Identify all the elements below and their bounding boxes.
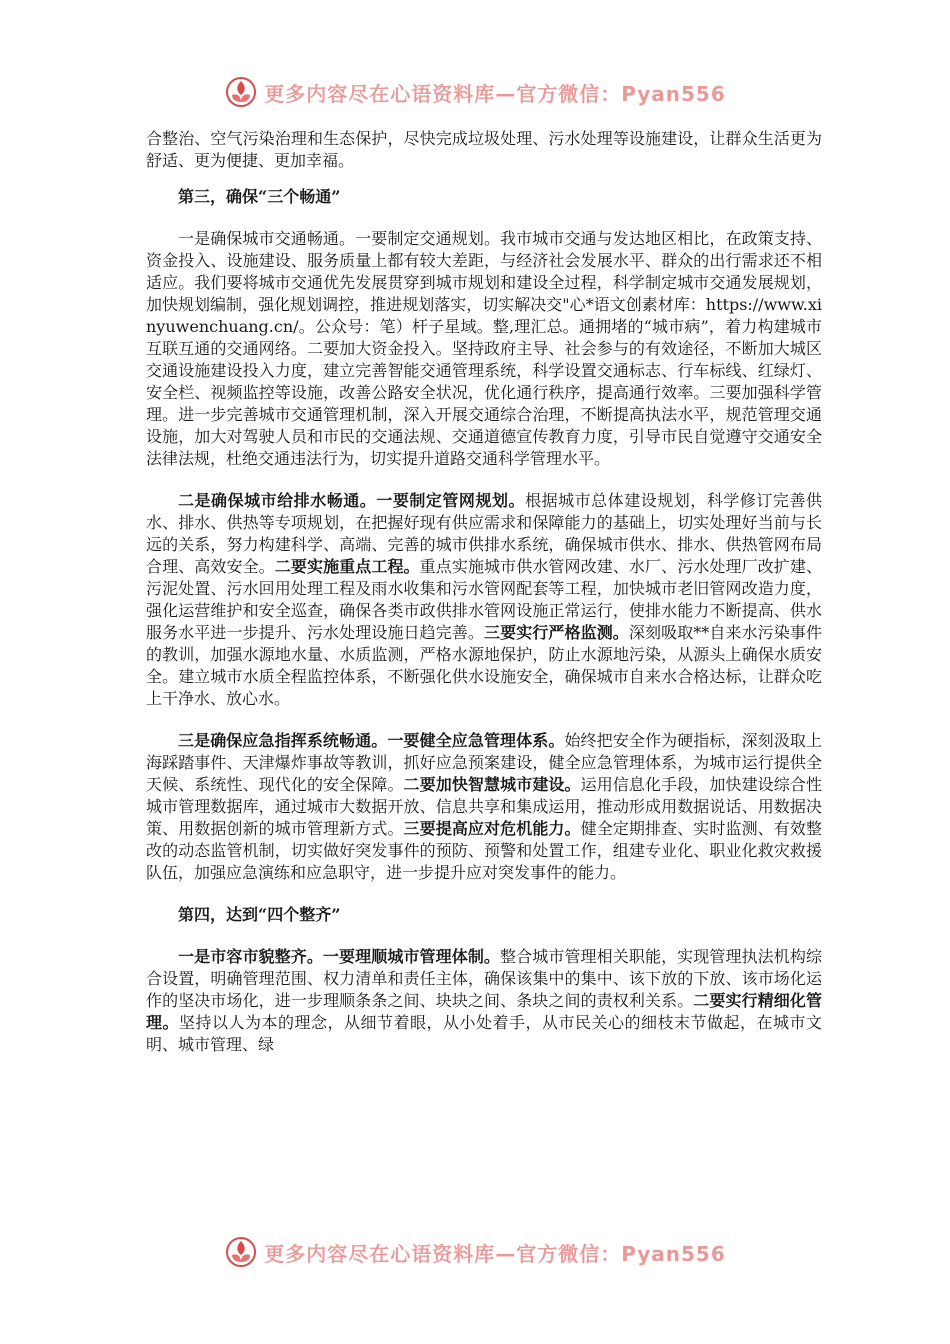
bold-lead: 二是确保城市给排水畅通。一要制定管网规划。 xyxy=(178,491,526,510)
bold-lead: 三要实行严格监测。 xyxy=(484,623,629,642)
watermark-text: 更多内容尽在心语资料库—官方微信：Pyan556 xyxy=(264,81,726,106)
watermark-banner-top xyxy=(0,72,950,112)
body-text: 健全定期排查、实时监测、有效整改的动态监管机制，切实做好突发事件的预防、预警和处置工作，组建专业化、职业化救灾救援队伍，加强应急演练和应急职守，进一步提升应对突发事件的能力。 xyxy=(146,819,822,882)
section-heading-fourth: 第四，达到“四个整齐” xyxy=(178,905,341,924)
document-body xyxy=(146,128,822,1076)
section-heading-third: 第三，确保“三个畅通” xyxy=(178,187,341,206)
bold-lead: 二要实施重点工程。 xyxy=(274,557,420,576)
paragraph-emergency xyxy=(146,730,822,884)
bold-lead: 三是确保应急指挥系统畅通。一要健全应急管理体系。 xyxy=(178,731,565,750)
bold-lead: 一是市容市貌整齐。一要理顺城市管理体制。 xyxy=(178,947,501,966)
body-text: 深刻吸取**自来水污染事件的教训，加强水源地水量、水质监测，严格水源地保护，防止水源地污染，从源头上确保水质安全。建立城市水质全程监控体系，不断强化供水设施安全，确保城市自来水合格达标，让群众吃上干净水、放心水。 xyxy=(146,623,822,708)
bold-lead: 二要加快智慧城市建设。 xyxy=(403,775,581,794)
flower-seal-icon xyxy=(224,75,258,109)
body-text: 整合城市管理相关职能，实现管理执法机构综合设置，明确管理范围、权力清单和责任主体，确保该集中的集中、该下放的下放、该市场化运作的坚决市场化，进一步理顺条条之间、块块之间、条块之间的责权利关系。 xyxy=(146,947,822,1010)
body-text: 运用信息化手段，加快建设综合性城市管理数据库，通过城市大数据开放、信息共享和集成运用，推动形成用数据说话、用数据决策、用数据创新的城市管理新方式。 xyxy=(146,775,822,838)
bold-lead: 三要提高应对危机能力。 xyxy=(403,819,581,838)
paragraph-water-supply xyxy=(146,490,822,710)
body-text: 坚持以人为本的理念，从细节着眼，从小处着手，从市民关心的细枝末节做起，在城市文明、城市管理、绿 xyxy=(146,1013,822,1054)
body-text: 重点实施城市供水管网改建、水厂、污水处理厂改扩建、污泥处置、污水回用处理工程及雨水收集和污水管网配套等工程，加快城市老旧管网改造力度，强化运营维护和安全巡查，确保各类市政供排水管网设施正常运行，使排水能力不断提高、供水服务水平进一步提升、污水处理设施日趋完善。 xyxy=(146,557,822,642)
body-text: 始终把安全作为硬指标，深刻汲取上海踩踏事件、天津爆炸事故等教训，抓好应急预案建设，健全应急管理体系，为城市运行提供全天候、系统性、现代化的安全保障。 xyxy=(146,731,822,794)
bold-lead: 二要实行精细化管理。 xyxy=(146,991,822,1032)
watermark-banner-bottom xyxy=(0,1232,950,1272)
paragraph-cityscape xyxy=(146,946,822,1056)
paragraph-traffic: 一是确保城市交通畅通。一要制定交通规划。我市城市交通与发达地区相比，在政策支持、资金投入、设施建设、服务质量上都有较大差距，与经济社会发展水平、群众的出行需求还不相适应。我们要将城市交通优先发展贯穿到城市规划和建设全过程，科学制定城市交通发展规划，加快规划编制，强化规划调控，推进规划落实，切实解决交"心*语文创素材库：https://www.xinyuwenchuang.cn/。公众号：笔）杆子星域。整,理汇总。通拥堵的“城市病”，着力构建城市互联互通的交通网络。二要加大资金投入。坚持政府主导、社会参与的有效途径，不断加大城区交通设施建设投入力度，建立完善智能交通管理系统，科学设置交通标志、行车标线、红绿灯、安全栏、视频监控等设施，改善公路安全状况，优化通行秩序，提高通行效率。三要加强科学管理。进一步完善城市交通管理机制，深入开展交通综合治理，不断提高执法水平，规范管理交通设施，加大对驾驶人员和市民的交通法规、交通道德宣传教育力度，引导市民自觉遵守交通安全法律法规，杜绝交通违法行为，切实提升道路交通科学管理水平。 xyxy=(146,229,822,468)
watermark-text: 更多内容尽在心语资料库—官方微信：Pyan556 xyxy=(264,1241,726,1266)
flower-seal-icon xyxy=(224,1235,258,1269)
paragraph-continued: 合整治、空气污染治理和生态保护，尽快完成垃圾处理、污水处理等设施建设，让群众生活更为舒适、更为便捷、更加幸福。 xyxy=(146,129,822,170)
body-text: 根据城市总体建设规划，科学修订完善供水、排水、供热等专项规划，在把握好现有供应需求和保障能力的基础上，切实处理好当前与长远的关系，努力构建科学、高端、完善的城市供排水系统，确保城市供水、排水、供热管网布局合理、高效安全。 xyxy=(146,491,822,576)
